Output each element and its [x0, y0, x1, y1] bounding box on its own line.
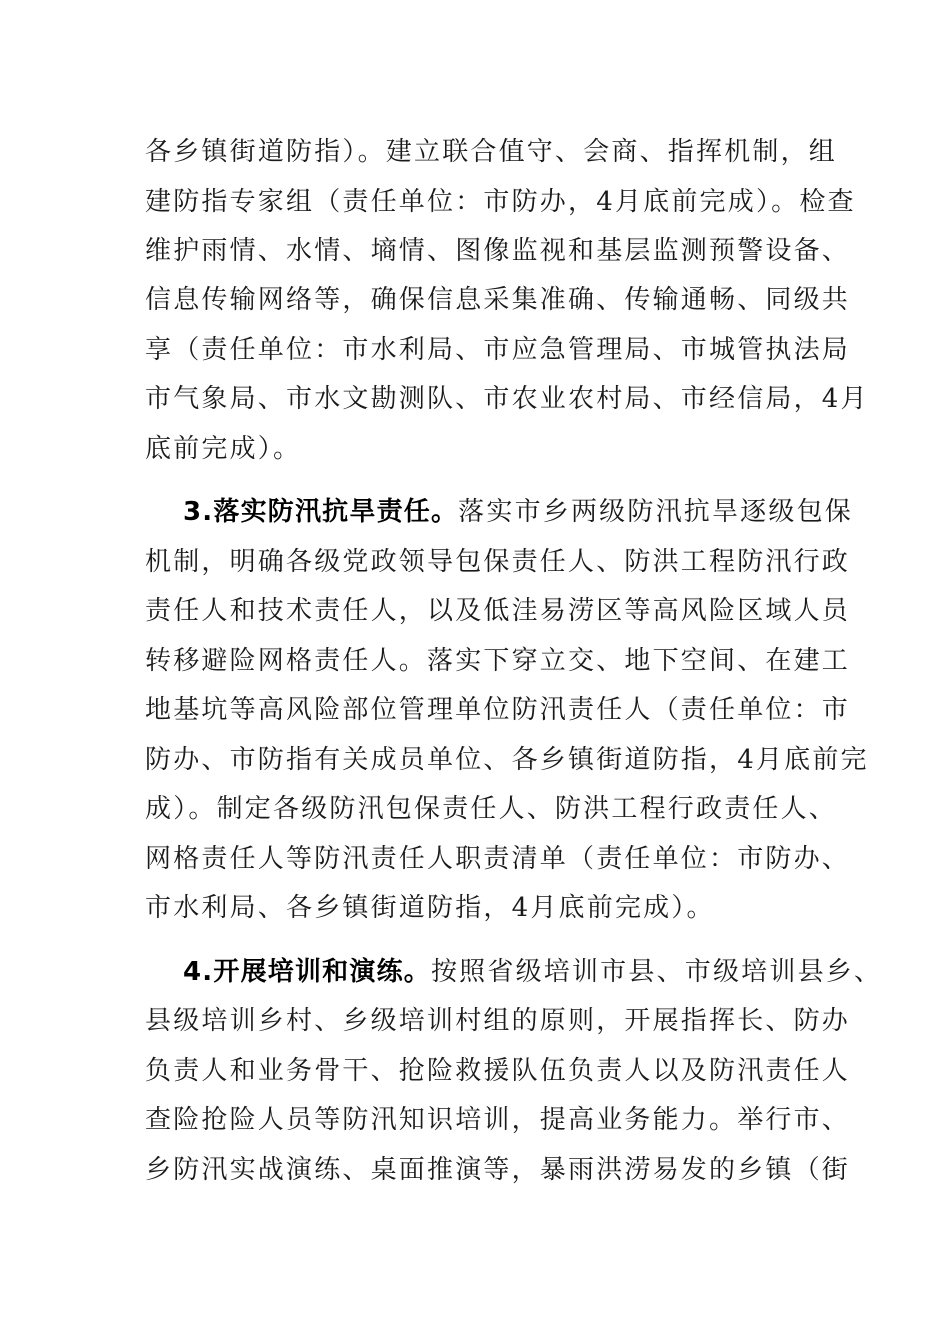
- section-4-first-line: [183, 952, 882, 992]
- paragraph-line: 县级培训乡村、乡级培训村组的原则，开展指挥长、防办: [145, 1006, 851, 1036]
- paragraph-line: 享（责任单位：市水利局、市应急管理局、市城管执法局: [145, 335, 851, 365]
- paragraph-line: 建防指专家组（责任单位：市防办，4月底前完成）。检查: [145, 187, 856, 217]
- paragraph-line: 底前完成）。: [145, 434, 302, 464]
- section-3-heading: 3.落实防汛抗旱责任。: [183, 497, 459, 527]
- section-3-text: 落实市乡两级防汛抗旱逐级包保: [458, 497, 853, 527]
- paragraph-line: 转移避险网格责任人。落实下穿立交、地下空间、在建工: [145, 646, 851, 676]
- paragraph-line: 市水利局、各乡镇街道防指，4月底前完成）。: [145, 893, 715, 923]
- section-4-heading: 4.开展培训和演练。: [183, 957, 431, 987]
- paragraph-line: 负责人和业务骨干、抢险救援队伍负责人以及防汛责任人: [145, 1056, 851, 1086]
- paragraph-line: 机制，明确各级党政领导包保责任人、防洪工程防汛行政: [145, 547, 851, 577]
- paragraph-line: 维护雨情、水情、墒情、图像监视和基层监测预警设备、: [145, 236, 851, 266]
- paragraph-line: 乡防汛实战演练、桌面推演等，暴雨洪涝易发的乡镇（街: [145, 1155, 851, 1185]
- paragraph-line: 地基坑等高风险部位管理单位防汛责任人（责任单位：市: [145, 695, 851, 725]
- paragraph-line: 成）。制定各级防汛包保责任人、防洪工程行政责任人、: [145, 794, 838, 824]
- section-4-text: 按照省级培训市县、市级培训县乡、: [430, 957, 883, 987]
- paragraph-line: 各乡镇街道防指）。建立联合值守、会商、指挥机制，组: [145, 137, 838, 167]
- paragraph-line: 信息传输网络等，确保信息采集准确、传输通畅、同级共: [145, 285, 851, 315]
- paragraph-line: 责任人和技术责任人，以及低洼易涝区等高风险区域人员: [145, 596, 851, 626]
- paragraph-line: 网格责任人等防汛责任人职责清单（责任单位：市防办、: [145, 844, 851, 874]
- section-3-first-line: [183, 492, 853, 532]
- paragraph-line: 查险抢险人员等防汛知识培训，提高业务能力。举行市、: [145, 1105, 851, 1135]
- paragraph-line: 防办、市防指有关成员单位、各乡镇街道防指，4月底前完: [145, 745, 869, 775]
- paragraph-line: 市气象局、市水文勘测队、市农业农村局、市经信局，4月: [145, 384, 869, 414]
